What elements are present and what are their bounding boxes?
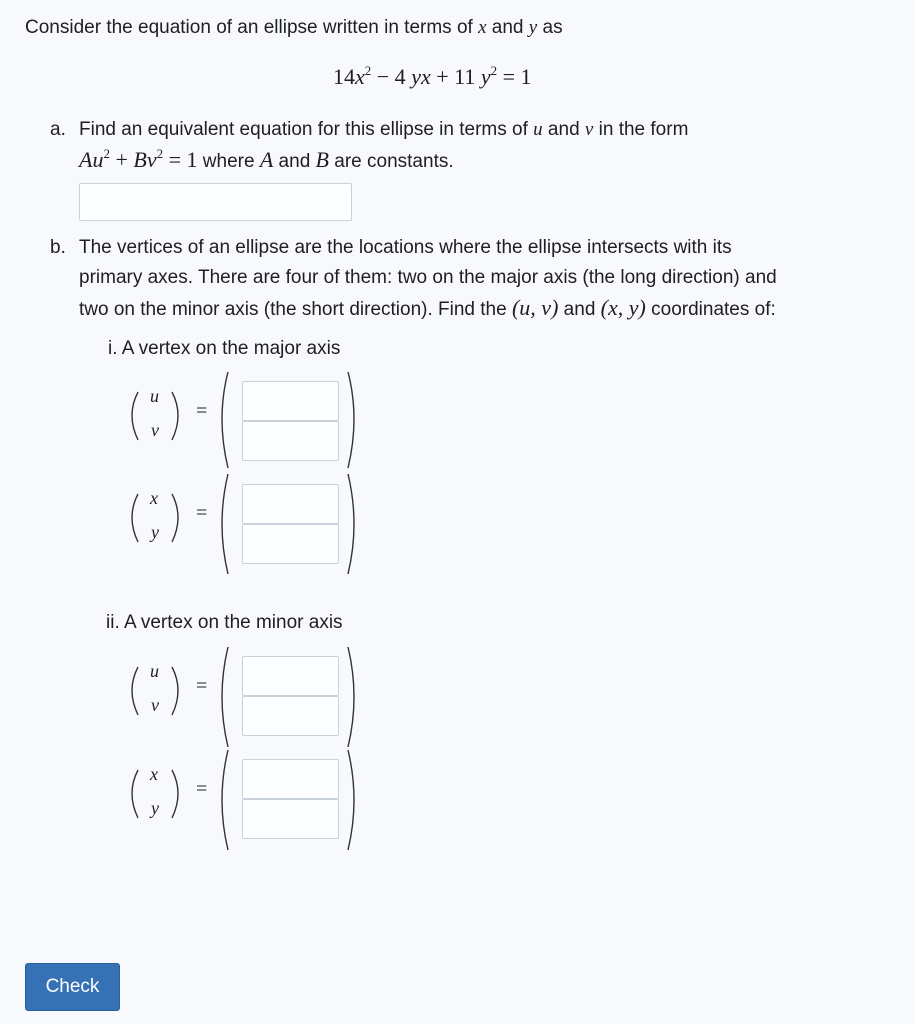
minor-y-symbol: y xyxy=(151,798,159,818)
form-A: A xyxy=(79,147,93,172)
major-uv-vector xyxy=(128,370,188,460)
minor-u-symbol: u xyxy=(150,661,159,681)
form-v: v xyxy=(146,147,157,172)
part-b-line-3 xyxy=(79,293,776,325)
minor-x-symbol: x xyxy=(150,764,158,784)
minor-xy-equals: = xyxy=(196,778,208,800)
minor-xy-vector xyxy=(128,748,188,838)
part-b-line-2: primary axes. There are four of them: two on the major axis (the long direction) and xyxy=(79,267,777,288)
eq-var-y: y xyxy=(411,64,421,89)
eq-exp-1: 2 xyxy=(364,63,372,78)
major-axis-label: i. A vertex on the major axis xyxy=(108,338,341,359)
part-b-line-1: The vertices of an ellipse are the locations where the ellipse intersects with its xyxy=(79,237,732,258)
intro-and: and xyxy=(486,17,529,38)
part-a-end: are constants. xyxy=(329,151,454,172)
part-a-var-u: u xyxy=(533,119,543,140)
form-equals-one: = 1 xyxy=(163,147,198,172)
part-a-B: B xyxy=(315,147,329,172)
major-y-input[interactable] xyxy=(242,524,339,564)
form-plus: + xyxy=(109,147,134,172)
part-a-var-v: v xyxy=(584,119,594,140)
part-a-line-2 xyxy=(79,145,454,177)
check-button[interactable]: Check xyxy=(25,963,120,1011)
intro-var-y: y xyxy=(528,17,538,38)
minor-u-input[interactable] xyxy=(242,656,339,696)
part-a-line-1 xyxy=(79,115,688,145)
intro-prefix: Consider the equation of an ellipse written in terms of xyxy=(25,17,479,38)
major-x-symbol: x xyxy=(150,488,158,508)
form-u: u xyxy=(92,147,104,172)
major-y-symbol: y xyxy=(151,522,159,542)
eq-exp-2: 2 xyxy=(490,63,498,78)
major-xy-vector xyxy=(128,472,188,562)
part-b-marker: b. xyxy=(50,237,66,258)
eq-rhs: = 1 xyxy=(497,64,532,89)
ellipse-equation xyxy=(333,62,532,92)
part-a-text-1: Find an equivalent equation for this ellipse in terms of xyxy=(79,119,534,140)
major-x-input[interactable] xyxy=(242,484,339,524)
part-b-text-3-end: coordinates of: xyxy=(645,299,776,320)
minor-x-input[interactable] xyxy=(242,759,339,799)
minor-y-input[interactable] xyxy=(242,799,339,839)
part-a-where: where xyxy=(197,151,260,172)
eq-op-2: + 11 xyxy=(430,64,481,89)
minor-uv-vector xyxy=(128,645,188,735)
form-exp-2: 2 xyxy=(156,146,164,161)
major-u-input[interactable] xyxy=(242,381,339,421)
paren-icon xyxy=(128,748,188,838)
part-a-A: A xyxy=(259,147,274,172)
paren-icon xyxy=(128,472,188,562)
intro-var-x: x xyxy=(478,17,487,38)
major-u-symbol: u xyxy=(150,386,159,406)
minor-v-symbol: v xyxy=(151,695,159,715)
part-a-marker: a. xyxy=(50,119,66,140)
minor-axis-label: ii. A vertex on the minor axis xyxy=(106,612,343,633)
form-B: B xyxy=(133,147,147,172)
major-uv-equals: = xyxy=(196,400,208,422)
part-b-xy: (x, y) xyxy=(600,295,646,320)
major-v-input[interactable] xyxy=(242,421,339,461)
major-xy-equals: = xyxy=(196,502,208,524)
part-b-text-3: two on the minor axis (the short direction). Find the xyxy=(79,299,512,320)
part-a-text-1-end: in the form xyxy=(593,119,689,140)
intro-text xyxy=(25,13,563,43)
part-a-answer-input[interactable] xyxy=(79,183,352,221)
intro-suffix: as xyxy=(537,17,563,38)
part-b-uv: (u, v) xyxy=(511,295,559,320)
minor-uv-equals: = xyxy=(196,675,208,697)
eq-var-y2: y xyxy=(480,64,491,89)
eq-var-x2: x xyxy=(420,64,431,89)
eq-op-1: − 4 xyxy=(371,64,412,89)
major-v-symbol: v xyxy=(151,420,159,440)
eq-var-x: x xyxy=(355,64,365,89)
paren-icon xyxy=(128,645,188,735)
form-exp-1: 2 xyxy=(103,146,110,161)
part-a-and: and xyxy=(542,119,585,140)
paren-icon xyxy=(128,370,188,460)
part-b-and: and xyxy=(558,299,601,320)
eq-coef-1: 14 xyxy=(333,64,355,89)
part-a-and-2: and xyxy=(273,151,316,172)
minor-v-input[interactable] xyxy=(242,696,339,736)
